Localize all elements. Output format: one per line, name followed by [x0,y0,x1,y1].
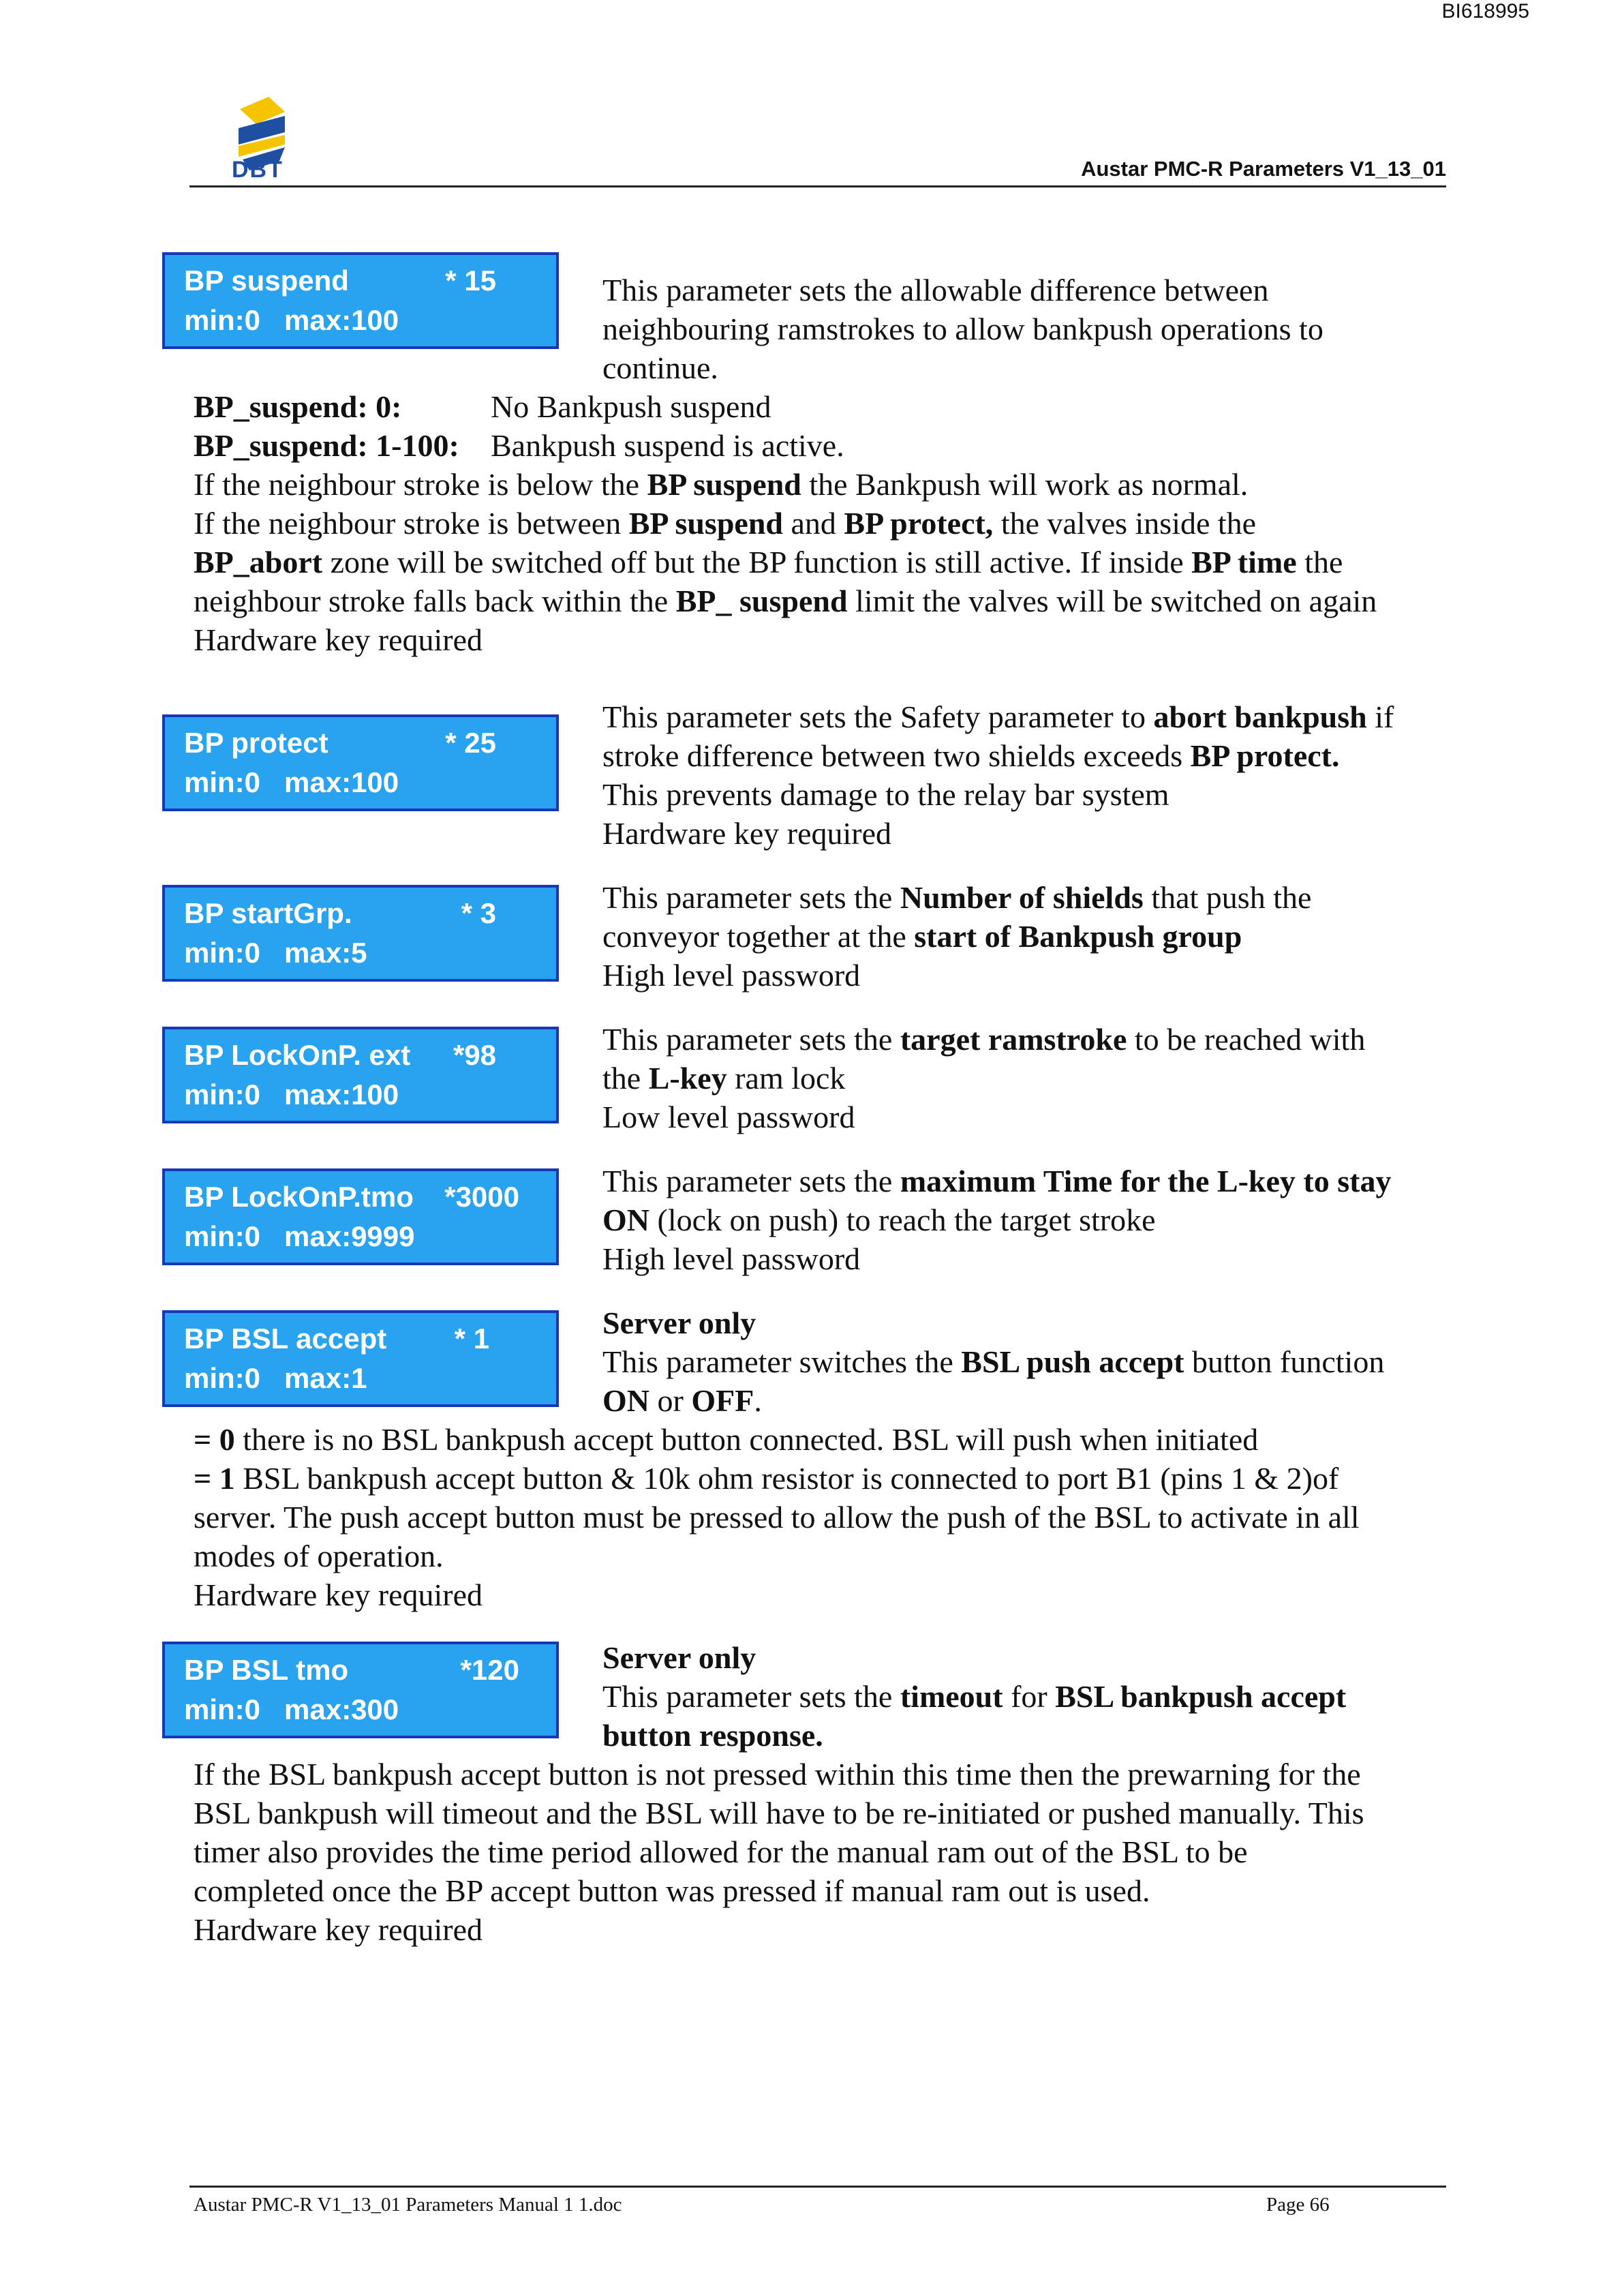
bsltmo-heading: Server only [602,1640,756,1675]
suspend-desc-line: continue. [602,350,718,385]
lcd-bp-suspend [162,252,559,349]
lcd-param-range: min:0 max:100 [184,1078,399,1111]
lcd-param-name: BP LockOnP. ext [184,1039,411,1071]
suspend-desc-line: This parameter sets the allowable difference between [602,273,1269,307]
suspend-key-note: Hardware key required [194,622,483,657]
lcd-param-value: * 25 [445,727,496,759]
lockext-desc-line: the L-key ram lock [602,1061,846,1096]
lcd-bp-protect [162,714,559,811]
lcd-param-name: BP BSL tmo [184,1654,349,1686]
bslaccept-desc-line: ON or OFF. [602,1383,762,1418]
bslaccept-desc-line: modes of operation. [194,1539,444,1573]
bslaccept-option-1: = 1 BSL bankpush accept button & 10k ohm resistor is connected to port B1 (pins 1 & 2)of [194,1461,1339,1496]
lcd-param-range: min:0 max:100 [184,304,399,336]
lcd-param-name: BP BSL accept [184,1323,387,1355]
suspend-para-line: neighbour stroke falls back within the BP_ suspend limit the valves will be switched on again [194,584,1377,618]
suspend-def-1-text: Bankpush suspend is active. [491,428,844,463]
suspend-para-line: If the neighbour stroke is between BP suspend and BP protect, the valves inside the [194,506,1257,541]
bsltmo-desc-line: BSL bankpush will timeout and the BSL will have to be re-initiated or pushed manually. This [194,1796,1364,1830]
lcd-param-range: min:0 max:5 [184,937,367,969]
lcd-param-value: *98 [453,1039,496,1071]
suspend-para-line: BP_abort zone will be switched off but the BP function is still active. If inside BP time the [194,545,1343,579]
locktmo-desc-line: This parameter sets the maximum Time for the L-key to stay [602,1164,1392,1198]
lcd-param-name: BP startGrp. [184,897,352,929]
bsltmo-desc-line: If the BSL bankpush accept button is not pressed within this time then the prewarning for the [194,1757,1361,1792]
lockext-desc-line: This parameter sets the target ramstroke to be reached with [602,1022,1366,1057]
lcd-bp-startgrp [162,885,559,982]
lcd-param-name: BP LockOnP.tmo [184,1181,414,1213]
bsltmo-key-note: Hardware key required [194,1912,483,1947]
bsltmo-desc-line: completed once the BP accept button was pressed if manual ram out is used. [194,1873,1150,1908]
protect-desc-line: stroke difference between two shields exceeds BP protect. [602,738,1340,773]
lcd-param-range: min:0 max:100 [184,766,399,798]
footer-page-number: Page 66 [1266,2194,1330,2216]
suspend-def-0: BP_suspend: 0: [194,389,402,424]
lcd-param-range: min:0 max:9999 [184,1220,415,1252]
protect-desc-line: This parameter sets the Safety parameter to abort bankpush if [602,699,1394,734]
startgrp-desc-line: This parameter sets the Number of shields that push the [602,880,1312,915]
suspend-def-1: BP_suspend: 1-100: [194,428,459,463]
logo-text: DBT [232,157,284,183]
lcd-bp-bsl-accept [162,1310,559,1407]
lcd-bp-lockonp-ext [162,1027,559,1123]
suspend-def-0-text: No Bankpush suspend [491,389,771,424]
locktmo-desc-line: ON (lock on push) to reach the target stroke [602,1203,1156,1237]
footer-divider [189,2186,1446,2188]
lockext-password-note: Low level password [602,1100,855,1134]
header-divider [189,185,1446,187]
suspend-para-line: If the neighbour stroke is below the BP suspend the Bankpush will work as normal. [194,467,1249,502]
lcd-param-value: * 15 [445,265,496,297]
suspend-desc-line: neighbouring ramstrokes to allow bankpush operations to [602,312,1323,346]
lcd-param-name: BP protect [184,727,328,759]
bsltmo-desc-line: button response. [602,1718,823,1753]
protect-desc-line: This prevents damage to the relay bar system [602,777,1169,812]
lcd-param-range: min:0 max:300 [184,1693,399,1725]
bsltmo-desc-line: This parameter sets the timeout for BSL bankpush accept [602,1679,1347,1714]
lcd-bp-lockonp-tmo [162,1168,559,1265]
lcd-param-value: *120 [460,1654,519,1686]
bslaccept-heading: Server only [602,1305,756,1340]
startgrp-desc-line: conveyor together at the start of Bankpush group [602,919,1242,954]
lcd-bp-bsl-tmo [162,1642,559,1738]
bslaccept-option-0: = 0 there is no BSL bankpush accept button connected. BSL will push when initiated [194,1422,1259,1457]
lcd-param-value: * 1 [454,1323,489,1355]
header-title: Austar PMC-R Parameters V1_13_01 [1081,157,1446,181]
locktmo-password-note: High level password [602,1241,861,1276]
protect-key-note: Hardware key required [602,816,891,851]
footer-filename: Austar PMC-R V1_13_01 Parameters Manual 1 1.doc [194,2194,622,2216]
bslaccept-desc-line: server. The push accept button must be pressed to allow the push of the BSL to activate in all [194,1500,1360,1535]
bslaccept-key-note: Hardware key required [194,1577,483,1612]
bsltmo-desc-line: timer also provides the time period allowed for the manual ram out of the BSL to be [194,1834,1248,1869]
document-id: BI618995 [1441,0,1529,22]
bslaccept-desc-line: This parameter switches the BSL push accept button function [602,1344,1385,1379]
startgrp-password-note: High level password [602,958,861,993]
lcd-param-value: *3000 [444,1181,519,1213]
lcd-param-value: * 3 [461,897,496,929]
lcd-param-name: BP suspend [184,265,349,297]
lcd-param-range: min:0 max:1 [184,1362,367,1394]
